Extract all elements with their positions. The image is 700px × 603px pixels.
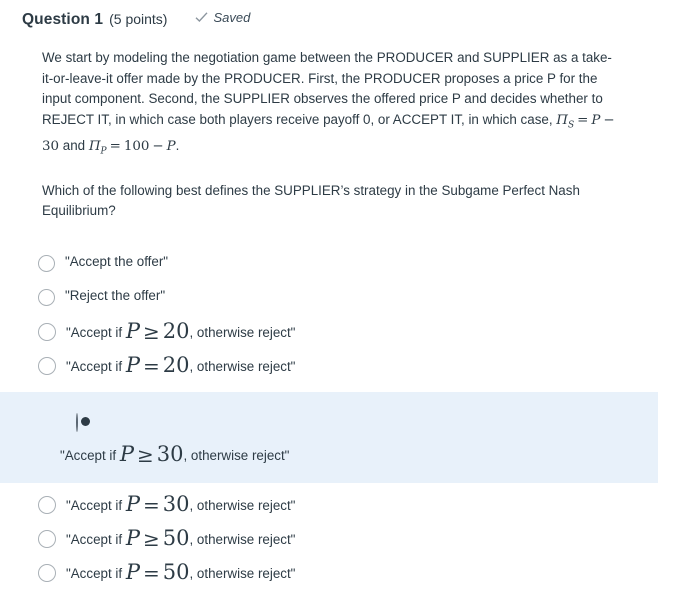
radio-button-1[interactable] <box>38 255 55 272</box>
math-pi-supplier: $\Pi_S$ <box>556 112 575 131</box>
question-header <box>0 10 700 32</box>
answer-label-6: "Accept if P = 30, otherwise reject" <box>66 491 296 517</box>
answer-label-2: "Reject the offer" <box>65 287 166 303</box>
math-var-p-2: P <box>166 138 176 154</box>
answer-7-variable: P <box>125 525 140 550</box>
radio-button-4[interactable] <box>38 357 56 375</box>
answer-4-variable: P <box>125 352 140 377</box>
answer-3-operator: ≥ <box>142 319 160 344</box>
answer-5-number: 30 <box>156 441 184 466</box>
question-paragraph-1 <box>42 48 620 162</box>
question-paragraph-2: Which of the following best defines the SUPPLIER’s strategy in the Subgame Perfect Nash Equilibrium? <box>42 182 580 219</box>
radio-button-8[interactable] <box>38 564 56 582</box>
answer-label-8: "Accept if P = 50, otherwise reject" <box>66 559 296 585</box>
answer-label-4: "Accept if P = 20, otherwise reject" <box>66 352 296 378</box>
answer-option-1[interactable] <box>0 248 700 282</box>
answer-label-1: "Accept the offer" <box>65 253 169 269</box>
answer-4-operator: = <box>142 353 160 378</box>
math-period: . <box>175 137 180 153</box>
answer-3-suffix: , otherwise reject" <box>189 324 296 340</box>
math-var-p-1: P <box>591 112 601 128</box>
answer-3-number: 20 <box>162 318 190 343</box>
answer-6-number: 30 <box>162 491 190 516</box>
question-body <box>0 32 700 222</box>
math-and-text: and <box>59 137 89 153</box>
radio-button-7[interactable] <box>38 530 56 548</box>
answer-6-operator: = <box>142 492 160 517</box>
answer-option-7[interactable] <box>0 523 700 557</box>
math-eq-2: = <box>109 138 121 154</box>
math-eq-1: = <box>577 112 589 128</box>
answer-8-suffix: , otherwise reject" <box>189 565 296 581</box>
radio-button-2[interactable] <box>38 289 55 306</box>
answer-4-number: 20 <box>162 352 190 377</box>
answer-8-operator: = <box>142 560 160 585</box>
math-minus-1: − <box>603 112 615 128</box>
answer-8-variable: P <box>125 559 140 584</box>
answer-option-8[interactable] <box>0 557 700 591</box>
answer-7-operator: ≥ <box>142 526 160 551</box>
answer-option-4[interactable] <box>0 350 700 384</box>
answer-option-5[interactable] <box>0 392 658 483</box>
saved-label: Saved <box>213 10 251 25</box>
radio-button-6[interactable] <box>38 496 56 514</box>
radio-button-5[interactable] <box>76 413 78 432</box>
answer-option-2[interactable] <box>0 282 700 316</box>
answer-label-3: "Accept if P ≥ 20, otherwise reject" <box>66 318 296 344</box>
answer-5-suffix: , otherwise reject" <box>183 447 290 463</box>
answer-option-3[interactable] <box>0 316 700 350</box>
saved-status <box>195 10 250 25</box>
paragraph-1-text: We start by modeling the negotiation game between the PRODUCER and SUPPLIER as a take-it-or-leave-it offer made by the PRODUCER. First, the PRODUCER proposes a price P for the input component. Second, the SUPPLIER observes the offered price P and decides whether to REJECT IT, in which case both players receive payoff 0, or ACCEPT IT, in which case, <box>42 50 612 127</box>
answer-4-suffix: , otherwise reject" <box>189 358 296 374</box>
math-num-30: 30 <box>42 138 60 154</box>
answer-7-number: 50 <box>162 525 190 550</box>
answer-5-variable: P <box>119 441 134 466</box>
check-icon <box>195 11 208 24</box>
math-pi-producer: $\Pi_P$ <box>88 138 107 157</box>
question-number: Question 1 <box>22 11 104 28</box>
answer-8-number: 50 <box>162 559 190 584</box>
answer-label-5: "Accept if P ≥ 30, otherwise reject" <box>60 441 290 467</box>
question-points: (5 points) <box>109 11 168 27</box>
math-minus-2: − <box>152 138 164 154</box>
answers-list <box>0 248 700 591</box>
answer-7-suffix: , otherwise reject" <box>189 531 296 547</box>
answer-6-variable: P <box>125 491 140 516</box>
answer-3-variable: P <box>125 318 140 343</box>
math-num-100: 100 <box>123 138 150 154</box>
answer-label-7: "Accept if P ≥ 50, otherwise reject" <box>66 525 296 551</box>
answer-option-6[interactable] <box>0 489 700 523</box>
radio-button-3[interactable] <box>38 323 56 341</box>
answer-6-suffix: , otherwise reject" <box>189 497 296 513</box>
answer-5-operator: ≥ <box>136 442 154 467</box>
